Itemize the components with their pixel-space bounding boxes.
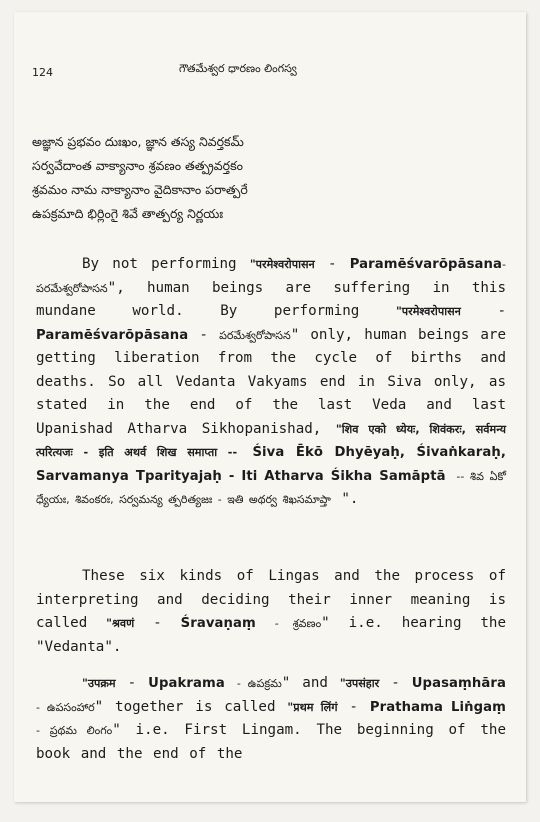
running-title: గౌతమేశ్వర ధారణం లింగస్వ bbox=[179, 62, 297, 75]
para1-telugu-3: -- శివ ఏకో ధ్యేయః, శివంకరః, సర్వమన్య త్పరిత్యజః - ఇతి అథర్వ శిఖసమాప్తా bbox=[36, 469, 506, 506]
para3-text-c: " i.e. First Lingam. The beginning of the book and the end of the bbox=[36, 722, 506, 762]
verse-line-4: ఉపక్రమాది భిర్లింగై శివే తాత్పర్య నిర్ణయః bbox=[32, 206, 224, 221]
verse-line-3: శ్రవమం నామ నాక్యానాం వైదికానాం పరాత్పరే bbox=[32, 182, 248, 197]
para3-devanagari-3: "प्रथम लिंगं bbox=[287, 700, 338, 714]
para2-text-b: " i.e. hearing the "Vedanta". bbox=[36, 615, 507, 655]
para3-dash-2: - bbox=[391, 675, 400, 691]
para3-dash-1: - bbox=[127, 675, 137, 691]
para1-text-b: ", human beings are suffering in this mundane world. By performing bbox=[36, 279, 506, 319]
para3-term-1: Upakrama bbox=[148, 676, 225, 691]
para3-text-b: " together is called bbox=[94, 698, 276, 715]
sanskrit-verse bbox=[32, 130, 248, 226]
para1-devanagari-2: "परमेश्वरोपासन bbox=[395, 305, 461, 318]
para1-text-a: By not performing bbox=[82, 256, 237, 272]
para1-text-c: " only, human beings are getting liberation from the cycle of births and deaths. So all Vedanta Vakyams end in Siva only, as stated in the end of the last Veda and last Upanishad Atharva Sikhopanishad, bbox=[36, 326, 507, 437]
page-number: 124 bbox=[32, 66, 53, 79]
para1-telugu-2: పరమేశ్వరోపాసన bbox=[219, 328, 291, 342]
para3-term-2: Upasaṃhāra bbox=[411, 676, 506, 691]
para1-devanagari-1: "परमेश्वरोपासन bbox=[249, 258, 315, 271]
para1-term-1: Paramēśvarōpāsana bbox=[349, 257, 503, 272]
para2-telugu-1: - శ్రవణం bbox=[274, 617, 322, 630]
paragraph-2 bbox=[36, 565, 506, 659]
para1-dash-1: - bbox=[327, 256, 337, 272]
para3-dash-3: - bbox=[349, 698, 358, 715]
verse-line-2: సర్వవేదాంత వాక్యానాం శ్రవణం తత్ప్రవర్తకం bbox=[32, 158, 243, 173]
para1-text-d: ". bbox=[341, 491, 359, 507]
para1-dash-3: - bbox=[199, 326, 208, 343]
para1-devanagari-3: "शिव एको ध्येयः, शिवंकरः, सर्वमन्य त्परित्यजः - इति अथर्व शिख समाप्ता -- bbox=[36, 422, 507, 459]
para1-term-2: Paramēśvarōpāsana bbox=[36, 327, 189, 343]
book-page bbox=[14, 12, 526, 802]
verse-line-1: అజ్ఞాన ప్రభవం దుఃఖం, జ్ఞాన తస్య నివర్తకమ్ bbox=[32, 134, 244, 149]
para3-telugu-2: - ఉపసంహార bbox=[36, 700, 95, 714]
para3-term-3: Prathama Liṅgaṃ bbox=[369, 699, 506, 715]
para2-term-1: Śravaṇaṃ bbox=[180, 616, 256, 631]
paragraph-1 bbox=[36, 253, 506, 512]
paragraph-3 bbox=[36, 672, 506, 766]
para3-telugu-3: - ప్రథమ లింగం bbox=[36, 724, 113, 737]
para1-telugu-1: - పరమేశ్వరోపాసన bbox=[36, 258, 507, 295]
para3-devanagari-1: "उपक्रम bbox=[82, 677, 116, 690]
para3-devanagari-2: "उपसंहार bbox=[339, 677, 380, 690]
para3-text-a: " and bbox=[281, 675, 328, 691]
para2-text-a: These six kinds of Lingas and the process of interpreting and deciding their inner meaning is called bbox=[36, 568, 506, 631]
para2-dash-1: - bbox=[153, 615, 162, 631]
para1-dash-2: - bbox=[497, 303, 507, 319]
para2-devanagari-1: "श्रवणं bbox=[106, 617, 135, 630]
para3-telugu-1: - ఉపక్రమ bbox=[236, 677, 282, 690]
para1-term-3: Śiva Ēkō Dhyēyaḥ, Śivaṅkaraḥ, Sarvamanya Tparityajaḥ - Iti Atharva Śikha Samāptā bbox=[36, 445, 506, 484]
